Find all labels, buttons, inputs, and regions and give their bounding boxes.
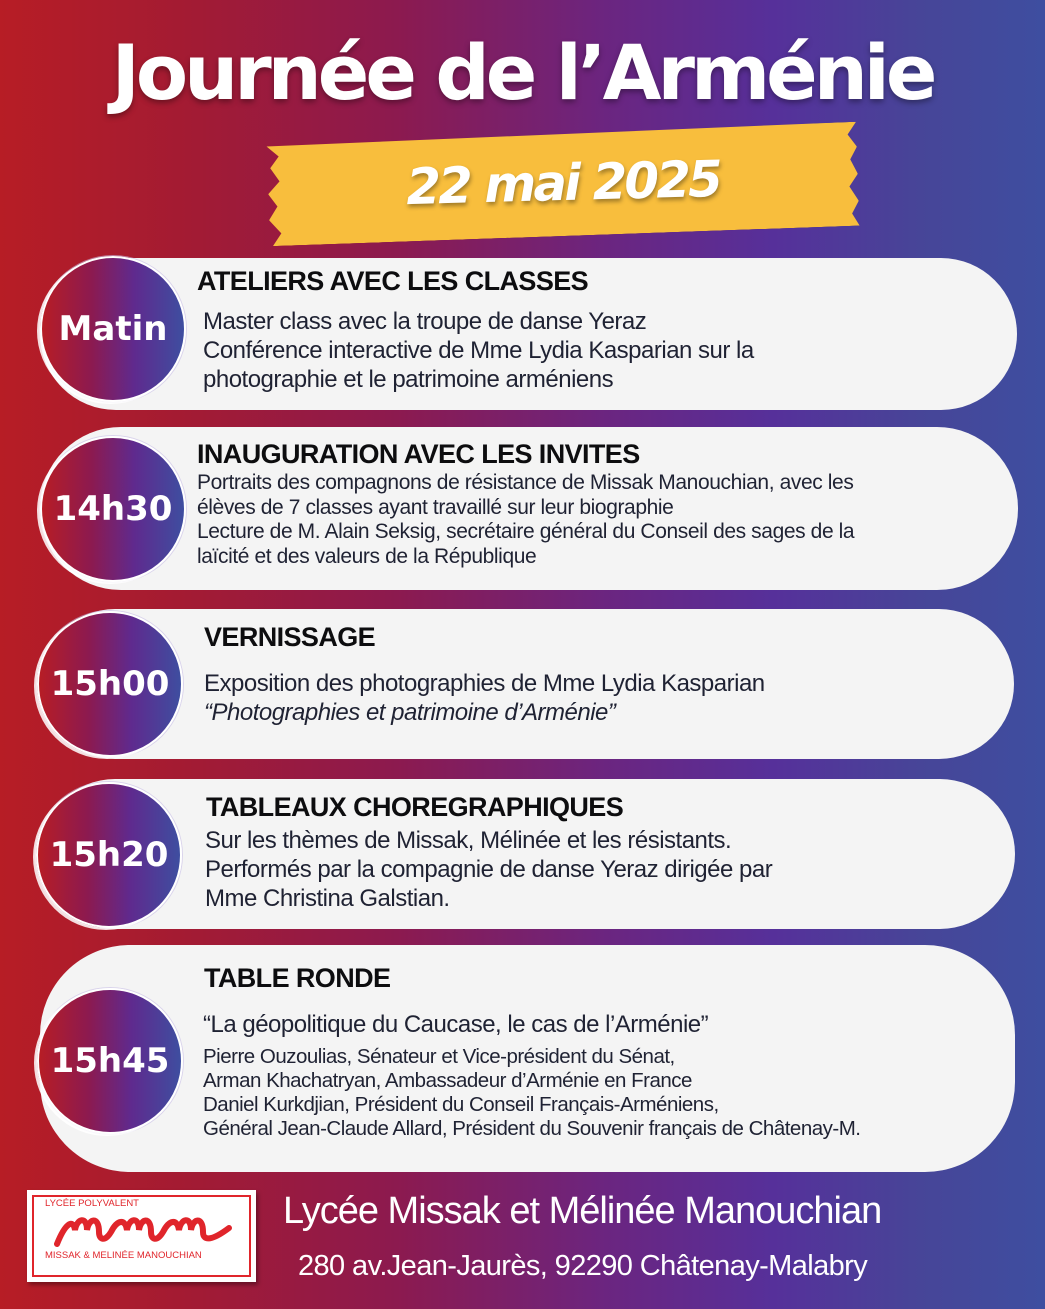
school-logo — [27, 1190, 256, 1282]
mmm-script-logo-icon — [53, 1210, 233, 1250]
logo-top-text: LYCÉE POLYVALENT — [45, 1198, 139, 1209]
schedule-title: ATELIERS AVEC LES CLASSES — [197, 266, 589, 296]
description-line: Sur les thèmes de Missak, Mélinée et les résistants. — [205, 827, 732, 854]
time-badge-matin — [40, 256, 186, 402]
time-label: 14h30 — [53, 489, 173, 529]
description-line: Lecture de M. Alain Seksig, secrétaire général du Conseil des sages de la — [197, 520, 855, 543]
exhibition-title: “Photographies et patrimoine d’Arménie” — [204, 699, 616, 726]
description-line: élèves de 7 classes ayant travaillé sur leur biographie — [197, 495, 674, 519]
description-line: Portraits des compagnons de résistance de Missak Manouchian, avec les — [197, 471, 854, 494]
schedule-title: TABLEAUX CHOREGRAPHIQUES — [206, 792, 624, 822]
description-line: Performés par la compagnie de danse Yeraz dirigée par — [205, 856, 773, 883]
time-label: 15h45 — [50, 1041, 170, 1081]
time-badge-15h45 — [37, 988, 183, 1134]
page-title: Journée de l’Arménie — [111, 28, 934, 117]
school-name: Lycée Missak et Mélinée Manouchian — [283, 1190, 882, 1232]
schedule-description — [204, 669, 765, 727]
speaker-line: Général Jean-Claude Allard, Président du Souvenir français de Châtenay-M. — [203, 1117, 861, 1140]
description-line: laïcité et des valeurs de la République — [197, 544, 537, 568]
speaker-line: Daniel Kurkdjian, Président du Conseil Français-Arméniens, — [203, 1093, 719, 1116]
round-table-subject: “La géopolitique du Caucase, le cas de l’Arménie” — [203, 1011, 709, 1038]
schedule-title: VERNISSAGE — [204, 622, 376, 652]
description-line: Master class avec la troupe de danse Yeraz — [203, 308, 647, 335]
time-label: 15h00 — [50, 664, 170, 704]
schedule-title: INAUGURATION AVEC LES INVITES — [197, 439, 640, 469]
time-badge-15h20 — [36, 782, 182, 928]
time-label: Matin — [58, 309, 168, 349]
schedule-description — [203, 1045, 860, 1141]
speaker-line: Arman Khachatryan, Ambassadeur d’Arménie en France — [203, 1069, 692, 1092]
time-badge-14h30 — [40, 436, 186, 582]
schedule-description — [197, 471, 854, 569]
description-line: Exposition des photographies de Mme Lydia Kasparian — [204, 670, 765, 697]
description-line: photographie et le patrimoine arméniens — [203, 366, 614, 393]
time-badge-15h00 — [37, 611, 183, 757]
school-address: 280 av.Jean-Jaurès, 92290 Châtenay-Malabry — [298, 1250, 868, 1282]
event-date: 22 mai 2025 — [405, 149, 721, 217]
time-label: 15h20 — [49, 835, 169, 875]
description-line: Conférence interactive de Mme Lydia Kasparian sur la — [203, 337, 754, 364]
schedule-description — [205, 826, 772, 913]
logo-bottom-text: MISSAK & MELINÉE MANOUCHIAN — [45, 1250, 202, 1261]
description-line: Mme Christina Galstian. — [205, 885, 450, 912]
schedule-title: TABLE RONDE — [204, 963, 391, 993]
speaker-line: Pierre Ouzoulias, Sénateur et Vice-président du Sénat, — [203, 1045, 675, 1068]
schedule-description — [203, 307, 754, 394]
